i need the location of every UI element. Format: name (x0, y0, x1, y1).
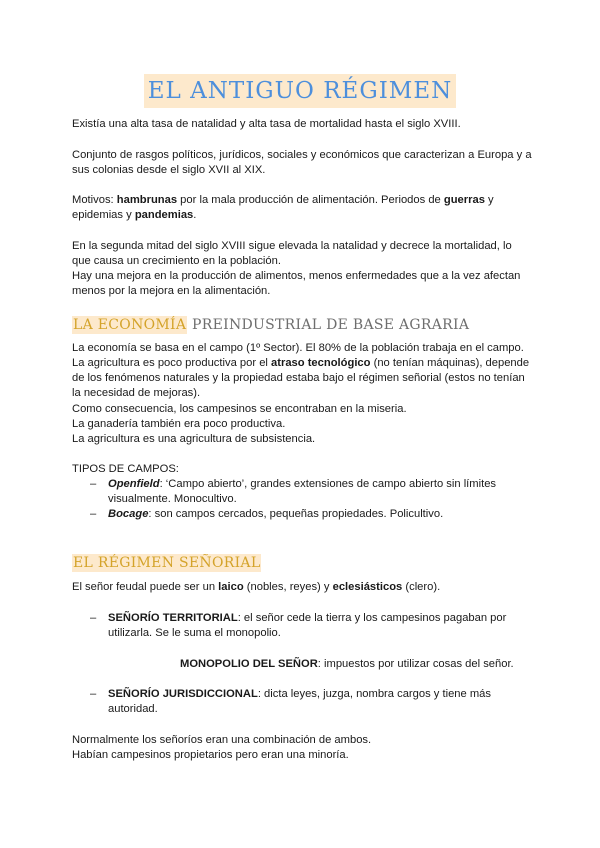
intro-paragraph-4a: En la segunda mitad del siglo XVIII sigue elevada la natalidad y decrece la mortalidad, lo que causa un crecimiento en la población. (72, 240, 512, 267)
monopolio-desc: : impuestos por utilizar cosas del señor. (317, 658, 514, 670)
economia-line-2-rest: (no tenían máquinas), depende de los fenómenos naturales y la propiedad estaba bajo el régimen señorial (estos no tenían la necesidad de mejoras). (72, 357, 530, 399)
monopolio-line (180, 657, 580, 672)
senorio-jurisdiccional-desc: : dicta leyes, juzga, nombra cargos y tiene más autoridad. (108, 688, 491, 715)
pandemias-term: pandemias (134, 209, 194, 221)
motivos-end: . (193, 209, 197, 221)
tipos-campos-label: TIPOS DE CAMPOS: (72, 463, 179, 475)
campos-list (72, 477, 532, 522)
regimen-end-1: Normalmente los señoríos eran una combinación de ambos. (72, 734, 372, 746)
section-heading-rest: PREINDUSTRIAL DE BASE AGRARIA (187, 317, 470, 333)
regimen-line-1-end: (clero). (402, 581, 441, 593)
motivos-mid-1: por la mala producción de alimentación. Periodos de (177, 194, 444, 206)
economia-line-4: La ganadería también era poco productiva. (72, 418, 286, 430)
intro-paragraph-2: Conjunto de rasgos políticos, jurídicos, sociales y económicos que caracterizan a Europa y a sus colonias desde el siglo XVII al XIX. (72, 149, 532, 176)
section-heading-regimen (72, 553, 261, 573)
list-item (72, 611, 532, 641)
senorio-list-1 (72, 611, 532, 641)
eclesiasticos-term: eclesiásticos (332, 581, 403, 593)
intro-paragraph-1: Existía una alta tasa de natalidad y alta tasa de mortalidad hasta el siglo XVIII. (72, 118, 461, 130)
openfield-term: Openfield (108, 478, 160, 490)
section-heading-highlight: LA ECONOMÍA (73, 317, 187, 333)
section-heading-economia (72, 315, 469, 335)
economia-line-3: Como consecuencia, los campesinos se encontraban en la miseria. (72, 403, 407, 415)
intro-paragraph-4b: Hay una mejora en la producción de alimentos, menos enfermedades que a la vez afectan menos por la mejora en la alimentación. (72, 270, 521, 297)
section-heading-regimen-text: EL RÉGIMEN SEÑORIAL (73, 555, 261, 571)
hambrunas-term: hambrunas (116, 194, 178, 206)
economia-line-1: La economía se basa en el campo (1º Sector). El 80% de la población trabaja en el campo. (72, 342, 524, 354)
senorio-territorial-desc: : el señor cede la tierra y los campesinos pagaban por utilizarla. Se le suma el monopolio. (108, 612, 507, 639)
guerras-term: guerras (443, 194, 485, 206)
monopolio-term: MONOPOLIO DEL SEÑOR (180, 658, 318, 670)
bocage-desc: : son campos cercados, pequeñas propiedades. Policultivo. (148, 508, 444, 520)
list-item (72, 687, 532, 717)
bocage-term: Bocage (108, 508, 149, 520)
regimen-end-2: Habían campesinos propietarios pero eran una minoría. (72, 749, 349, 761)
motivos-paragraph (72, 193, 532, 223)
list-item (72, 507, 532, 522)
page-title: EL ANTIGUO RÉGIMEN (144, 74, 457, 108)
senorio-jurisdiccional-term: SEÑORÍO JURISDICCIONAL (108, 688, 258, 700)
motivos-prefix: Motivos: (72, 194, 117, 206)
economia-line-5: La agricultura es una agricultura de subsistencia. (72, 433, 316, 445)
economia-line-2 (72, 356, 532, 401)
economia-line-2-prefix: La agricultura es poco productiva por el (72, 357, 272, 369)
laico-term: laico (218, 581, 244, 593)
title-wrap (0, 74, 600, 108)
senorio-territorial-term: SEÑORÍO TERRITORIAL (108, 612, 238, 624)
list-item (72, 477, 532, 507)
openfield-desc: : ‘Campo abierto’, grandes extensiones de campo abierto sin límites visualmente. Monocultivo. (108, 478, 497, 505)
atraso-tecnologico-term: atraso tecnológico (271, 357, 371, 369)
regimen-line-1 (72, 580, 532, 595)
motivos-mid-2: y epidemias y (72, 194, 494, 221)
senorio-list-2 (72, 687, 532, 717)
regimen-line-1-mid: (nobles, reyes) y (243, 581, 333, 593)
regimen-line-1-prefix: El señor feudal puede ser un (72, 581, 219, 593)
